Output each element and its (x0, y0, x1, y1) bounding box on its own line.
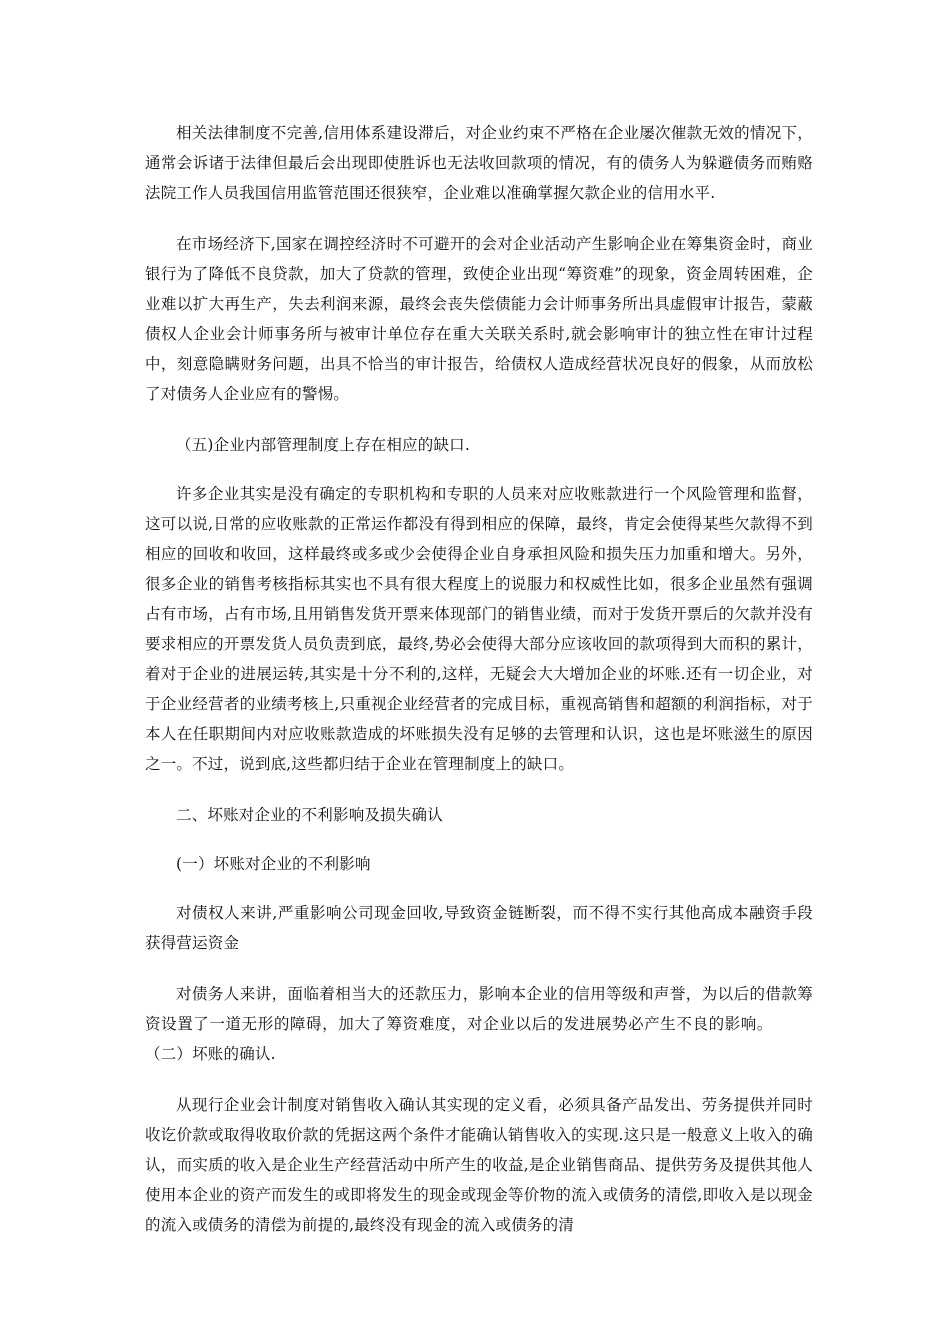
paragraph-management-gaps: 许多企业其实是没有确定的专职机构和专职的人员来对应收账款进行一个风险管理和监督，这可以说,日常的应收账款的正常运作都没有得到相应的保障，最终，肯定会使得某些欠款得不到相应的回收和收回，这样最终或多或少会使得企业自身承担风险和损失压力加重和增大。另外，很多企业的销售考核指标其实也不具有很大程度上的说服力和权威性比如，很多企业虽然有强调占有市场，占有市场,且用销售发货开票来体现部门的销售业绩，而对于发货开票后的欠款并没有要求相应的开票发货人员负责到底，最终,势必会使得大部分应该收回的款项得到大而积的累计，着对于企业的进展运转,其实是十分不利的,这样，无疑会大大增加企业的坏账.还有一切企业，对于企业经营者的业绩考核上,只重视企业经营者的完成目标，重视高销售和超额的利润指标，对于本人在任职期间内对应收账款造成的坏账损失没有足够的去管理和认识，这也是坏账滋生的原因之一。不过，说到底,这些都归结于企业在管理制度上的缺口。 (145, 485, 813, 773)
document-body (145, 118, 813, 1261)
paragraph-revenue-recognition: 从现行企业会计制度对销售收入确认其实现的定义看，必须具备产品发出、劳务提供并同时收讫价款或取得收取价款的凭据这两个条件才能确认销售收入的实现.这只是一般意义上收入的确认，而实质的收入是企业生产经营活动中所产生的收益,是企业销售商品、提供劳务及提供其他人使用本企业的资产而发生的或即将发生的现金或现金等价物的流入或债务的清偿,即收入是以现金的流入或债务的清偿为前提的,最终没有现金的流入或债务的清 (145, 1096, 813, 1234)
section-heading-internal-management: （五)企业内部管理制度上存在相应的缺口. (176, 436, 470, 454)
debtor-impact-text: 对债务人来讲，面临着相当大的还款压力，影响本企业的信用等级和声誉，为以后的借款筹资设置了一道无形的障碍，加大了筹资难度，对企业以后的发进展势必产生不良的影响。 (145, 985, 813, 1033)
section-heading-bad-debt-impact: 二、坏账对企业的不利影响及损失确认 (176, 806, 443, 824)
paragraph-debtor-impact (145, 979, 813, 1069)
subsection-heading-adverse-impact: (一）坏账对企业的不利影响 (176, 855, 371, 873)
paragraph-market-economy: 在市场经济下,国家在调控经济时不可避开的会对企业活动产生影响企业在筹集资金时，商业银行为了降低不良贷款，加大了贷款的管理，致使企业出现“筹资难”的现象，资金周转困难，企业难以扩大再生产，失去利润来源，最终会丧失偿债能力会计师事务所出具虚假审计报告，蒙蔽债权人企业会计师事务所与被审计单位存在重大关联关系时,就会影响审计的独立性在审计过程中，刻意隐瞒财务问题，出具不恰当的审计报告，给债权人造成经营状况良好的假象，从而放松了对债务人企业应有的警惕。 (145, 235, 813, 403)
subsection-heading-confirmation: （二）坏账的确认. (145, 1045, 276, 1063)
paragraph-creditor-impact: 对债权人来讲,严重影响公司现金回收,导致资金链断裂，而不得不实行其他高成本融资手段获得营运资金 (145, 904, 813, 952)
paragraph-legal-credit: 相关法律制度不完善,信用体系建设滞后，对企业约束不严格在企业屡次催款无效的情况下，通常会诉诸于法律但最后会出现即使胜诉也无法收回款项的情况，有的债务人为躲避债务而贿赂法院工作人员我国信用监管范围还很狭窄，企业难以准确掌握欠款企业的信用水平. (145, 124, 813, 202)
